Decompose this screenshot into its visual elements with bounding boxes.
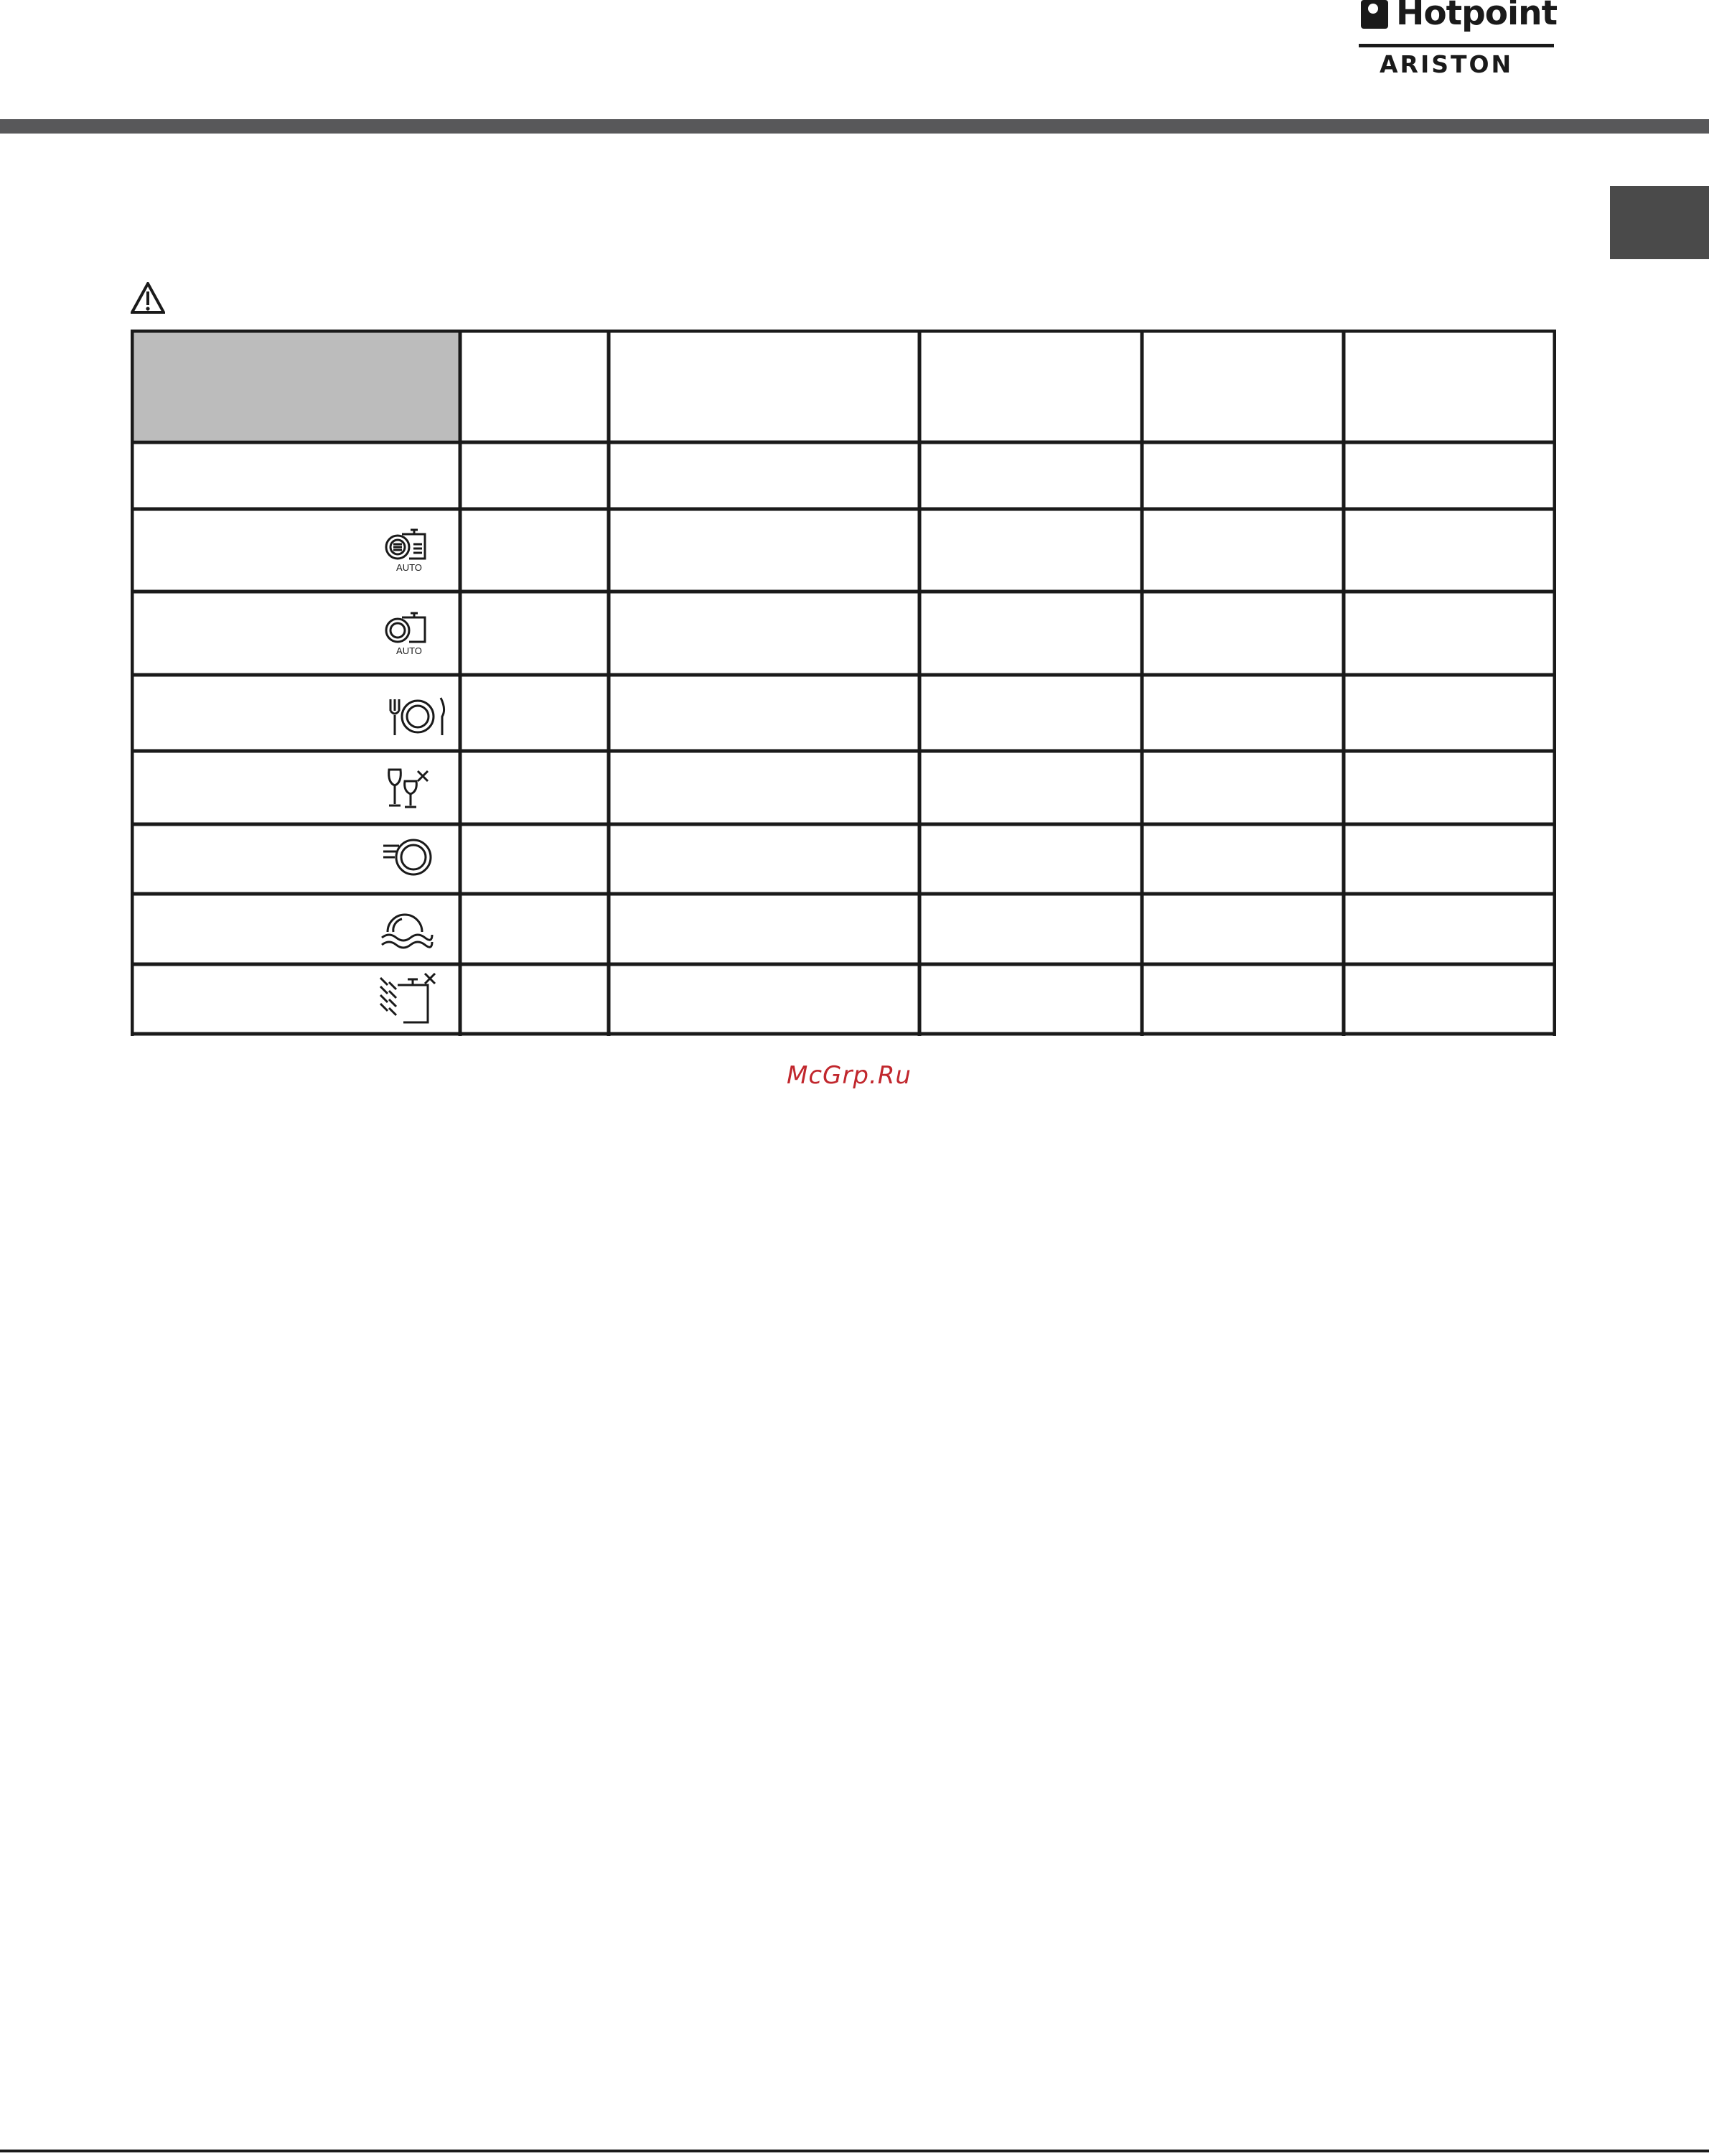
brand-name-bottom: ARISTON: [1380, 50, 1514, 78]
auto-label: AUTO: [396, 562, 422, 573]
program-table: [131, 330, 1556, 1036]
header-bar: [0, 119, 1709, 134]
auto-label: AUTO: [396, 645, 422, 656]
brand-mark-icon: [1361, 0, 1388, 29]
brand-name-top: Hotpoint: [1396, 0, 1558, 33]
wine-glasses-icon: [385, 767, 442, 811]
section-tab: [1610, 186, 1709, 259]
brand-logo: [1359, 0, 1556, 80]
warning-triangle-icon: [131, 282, 165, 314]
soak-waves-plate-icon: [379, 906, 434, 953]
auto-normal-pot-icon: [380, 607, 438, 659]
footer-rule: [0, 2150, 1709, 2152]
auto-intensive-pot-icon: [380, 524, 438, 576]
rinse-pot-icon: [378, 972, 438, 1028]
watermark-text: McGrp.Ru: [787, 1061, 912, 1090]
dinner-plate-cutlery-icon: [385, 695, 449, 738]
brand-divider: [1359, 44, 1554, 47]
fast-wash-plate-icon: [382, 836, 439, 880]
